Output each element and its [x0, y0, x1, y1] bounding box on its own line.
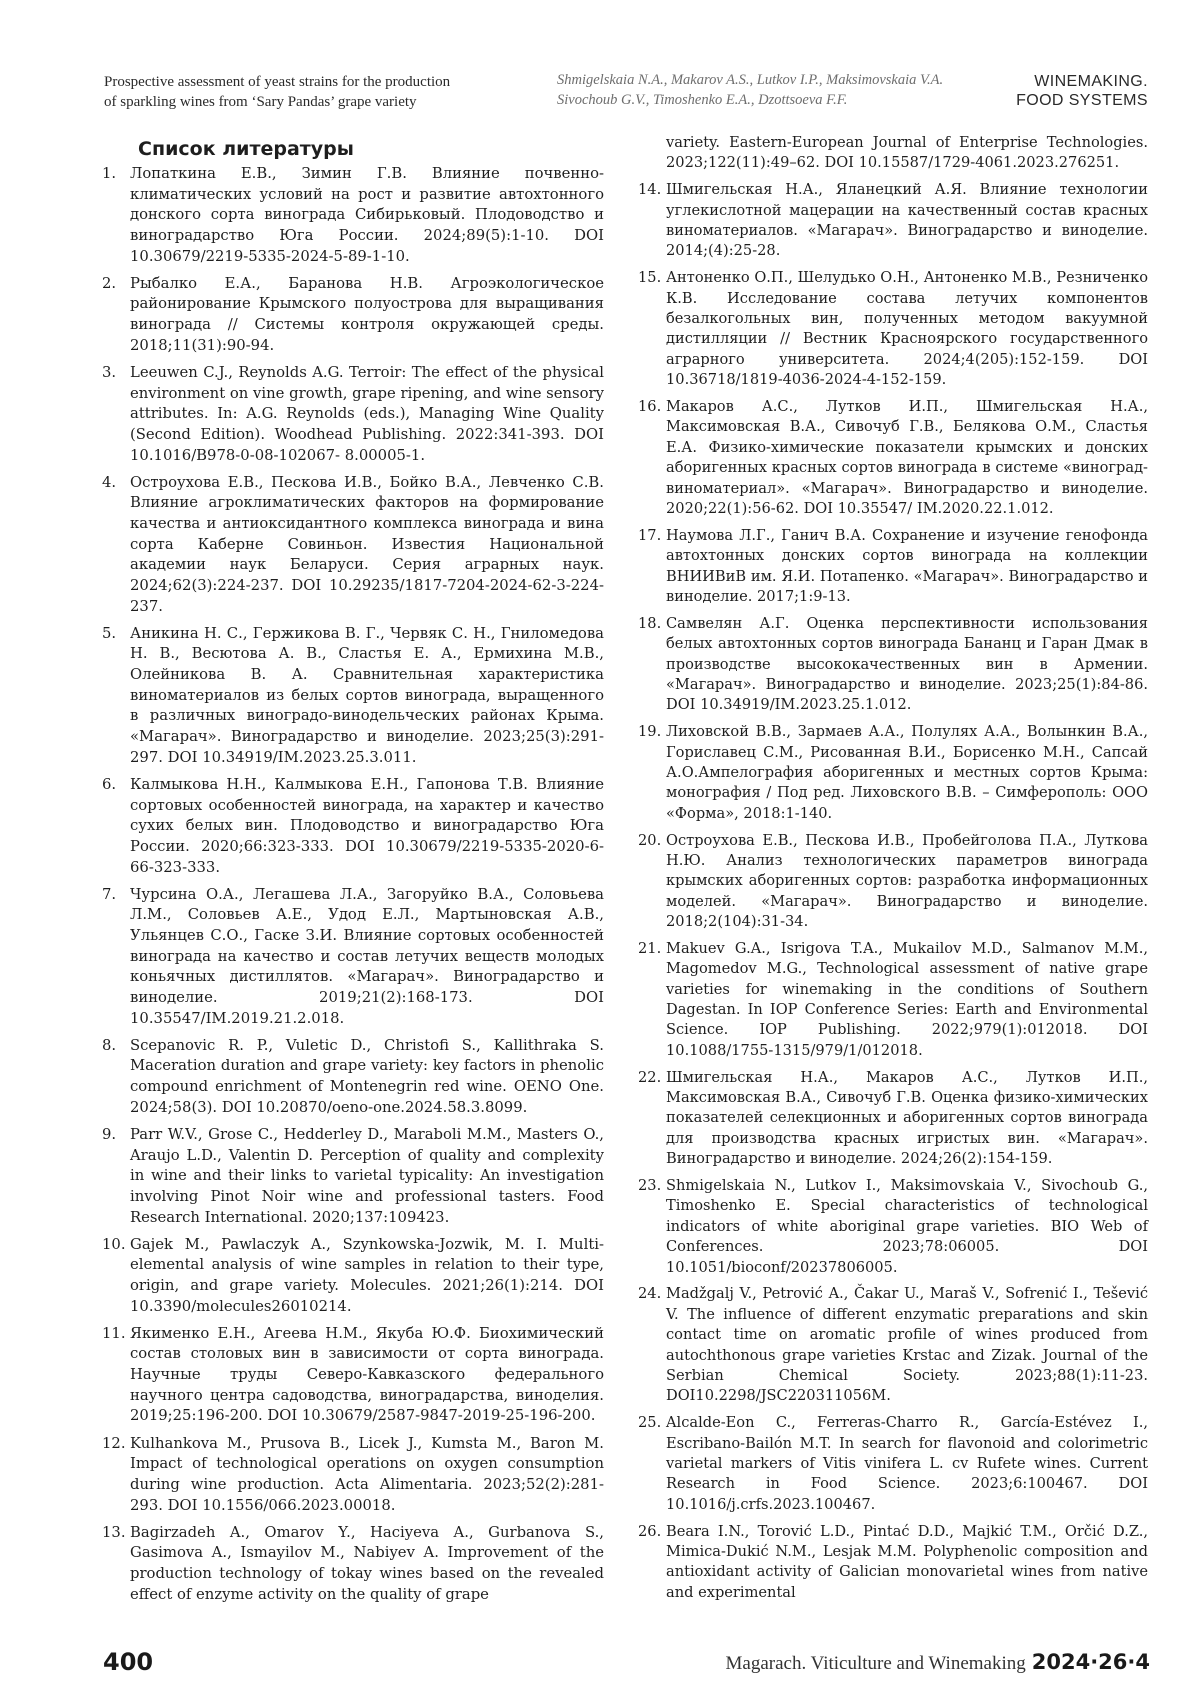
reference-text: Остроухова Е.В., Пескова И.В., Бойко В.А., Левченко С.В. Влияние агроклиматических факторов на формирование качества и антиоксидантного комплекса винограда и вина сорта Каберне Совиньон. Известия Национальной академии наук Беларуси. Серия аграрных наук. 2024;62(3):224-237. DOI 10.29235/1817-7204-2024-62-3-224-237.	[130, 473, 604, 615]
reference-13-continuation: variety. Eastern-European Journal of Enterprise Technologies. 2023;122(11):49–62. DOI 10.15587/1729-4061.2023.276251.	[666, 134, 1148, 172]
reference-text: Alcalde-Eon C., Ferreras-Charro R., García-Estévez I., Escribano-Bailón M.T. In search for flavonoid and colorimetric varietal markers of Vitis vinifera L. cv Rufete wines. Current Research in Food Science. 2023;6:100467. DOI 10.1016/j.crfs.2023.100467.	[666, 1414, 1148, 1513]
reference-text: Scepanovic R. P., Vuletic D., Christofi S., Kallithraka S. Maceration duration and grape variety: key factors in phenolic compound enrichment of Montenegrin red wine. OENO One. 2024;58(3). DOI 10.20870/oeno-one.2024.58.3.8099.	[130, 1036, 604, 1116]
reference-number: 17.	[638, 526, 662, 544]
reference-text: Макаров А.С., Лутков И.П., Шмигельская Н.А., Максимовская В.А., Сивочуб Г.В., Белякова О.М., Сластья Е.А. Физико-химические показатели крымских и донских аборигенных красных сортов винограда в системе «виноград-виноматериал». «Магарач». Виноградарство и виноделие. 2020;22(1):56-62. DOI 10.35547/ IM.2020.22.1.012.	[666, 398, 1148, 517]
reference-number: 18.	[638, 614, 662, 632]
reference-text: Калмыкова Н.Н., Калмыкова Е.Н., Гапонова Т.В. Влияние сортовых особенностей винограда, на характер и качество сухих белых вин. Плодоводство и виноградарство Юга России. 2020;66:323-333. DOI 10.30679/2219-5335-2020-6-66-323-333.	[130, 775, 604, 876]
reference-text: Рыбалко Е.А., Баранова Н.В. Агроэкологическое районирование Крымского полуострова для выращивания винограда // Системы контроля окружающей среды. 2018;11(31):90-94.	[130, 274, 604, 354]
reference-text: Shmigelskaia N., Lutkov I., Maksimovskaia V., Sivochoub G., Timoshenko E. Special characteristics of technological indicators of white aboriginal grape varieties. BIO Web of Conferences. 2023;78:06005. DOI 10.1051/bioconf/20237806005.	[666, 1177, 1148, 1276]
section-label-line-1: WINEMAKING.	[1034, 73, 1148, 90]
reference-text: Наумова Л.Г., Ганич В.А. Сохранение и изучение генофонда автохтонных донских сортов винограда на коллекции ВНИИВиВ им. Я.И. Потапенко. «Магарач». Виноградарство и виноделие. 2017;1:9-13.	[666, 526, 1148, 605]
reference-text: Parr W.V., Grose C., Hedderley D., Maraboli M.M., Masters O., Araujo L.D., Valentin D. Perception of quality and complexity in wine and their links to varietal typicality: An investigation involving Pinot Noir wine and professional tasters. Food Research International. 2020;137:109423.	[130, 1125, 604, 1226]
reference-item	[634, 831, 1148, 933]
reference-number: 8.	[102, 1036, 117, 1054]
reference-text: Остроухова Е.В., Пескова И.В., Пробейголова П.А., Луткова Н.Ю. Анализ технологических параметров винограда крымских аборигенных сортов: разработка информационных моделей. «Магарач». Виноградарство и виноделие. 2018;2(104):31-34.	[666, 831, 1148, 930]
reference-text: Bagirzadeh A., Omarov Y., Haciyeva A., Gurbanova S., Gasimova A., Ismayilov M., Nabiyev A. Improvement of the production technology of tokay wines based on the revealed effect of enzyme activity on the quality of grape	[130, 1523, 604, 1603]
running-authors	[557, 70, 944, 110]
reference-item	[98, 1125, 604, 1228]
reference-text: Лопаткина Е.В., Зимин Г.В. Влияние почвенно-климатических условий на рост и развитие автохтонного донского сорта винограда Сибирьковый. Плодоводство и виноградарство Юга России. 2024;89(5):1-10. DOI 10.30679/2219-5335-2024-5-89-1-10.	[130, 165, 604, 265]
reference-number: 16.	[638, 398, 662, 415]
reference-number: 6.	[102, 775, 117, 793]
journal-footer	[726, 1650, 1151, 1675]
reference-item	[634, 397, 1148, 519]
section-label	[1016, 72, 1148, 110]
reference-item	[98, 885, 604, 1030]
reference-item	[98, 363, 604, 466]
reference-item	[634, 939, 1148, 1061]
reference-text: Лиховской В.В., Зармаев А.А., Полулях А.А., Волынкин В.А., Гориславец С.М., Рисованная В.И., Борисенко М.Н., Сапсай А.О.Ампелография аборигенных и местных сортов Крыма: монография / Под ред. Лиховского В.В. – Симферополь: ООО «Форма», 2018:1-140.	[666, 723, 1148, 822]
references-list-right	[634, 180, 1148, 1603]
reference-text: Якименко Е.Н., Агеева Н.М., Якуба Ю.Ф. Биохимический состав столовых вин в зависимости от сорта винограда. Научные труды Северо-Кавказского федерального научного центра садоводства, виноградарства, виноделия. 2019;25:196-200. DOI 10.30679/2587-9847-2019-25-196-200.	[130, 1324, 604, 1425]
reference-number: 12.	[102, 1434, 126, 1452]
reference-number: 21.	[638, 939, 662, 957]
reference-item	[634, 1068, 1148, 1170]
journal-name: Magarach. Viticulture and Winemaking	[725, 1653, 1026, 1674]
journal-issue: 2024·26·4	[1031, 1650, 1150, 1674]
reference-number: 15.	[638, 269, 662, 287]
reference-number: 4.	[102, 473, 117, 491]
reference-text: Madžgalj V., Petrović A., Čakar U., Maraš V., Sofrenić I., Tešević V. The influence of different enzymatic preparations and skin contact time on aromatic profile of wines produced from autochthonous grape varieties Krstac and Zizak. Journal of the Serbian Chemical Society. 2023;88(1):11-23. DOI10.2298/JSC220311056M.	[666, 1285, 1148, 1405]
reference-item	[98, 164, 604, 267]
reference-item	[98, 1235, 604, 1318]
reference-number: 22.	[638, 1068, 662, 1086]
reference-number: 10.	[102, 1235, 126, 1253]
reference-number: 26.	[638, 1522, 662, 1540]
reference-item	[98, 274, 604, 357]
reference-item	[98, 1434, 604, 1517]
reference-number: 1.	[102, 165, 117, 182]
reference-number: 9.	[102, 1125, 117, 1143]
running-title-line-2: of sparkling wines from ‘Sary Pandas’ grape variety	[104, 94, 417, 110]
reference-number: 25.	[638, 1414, 662, 1432]
reference-number: 14.	[638, 181, 662, 199]
reference-text: Аникина Н. С., Гержикова В. Г., Червяк С. Н., Гниломедова Н. В., Весютова А. В., Сластья Е. А., Ермихина М.В., Олейникова В. А. Сравнительная характеристика виноматериалов из белых сортов винограда, выращенного в различных виноградо-винодельческих районах Крыма. «Магарач». Виноградарство и виноделие. 2023;25(3):291-297. DOI 10.34919/IM.2023.25.3.011.	[130, 624, 604, 766]
reference-number: 13.	[102, 1523, 126, 1541]
reference-text: Leeuwen C.J., Reynolds A.G. Terroir: The effect of the physical environment on vine growth, grape ripening, and wine sensory attributes. In: A.G. Reynolds (eds.), Managing Wine Quality (Second Edition). Woodhead Publishing. 2022:341-393. DOI 10.1016/B978-0-08-102067- 8.00005-1.	[130, 363, 604, 464]
running-title-line-1: Prospective assessment of yeast strains for the production	[104, 74, 451, 90]
left-column	[98, 132, 604, 1612]
reference-item	[634, 268, 1148, 390]
references-list-left	[98, 164, 604, 1605]
reference-item	[98, 473, 604, 618]
reference-text: Beara I.N., Torović L.D., Pintać D.D., Majkić T.M., Orčić D.Z., Mimica-Dukić N.M., Lesjak M.M. Polyphenolic composition and antioxidant activity of Galician monovarietal wines from native and experimental	[666, 1522, 1148, 1601]
reference-item	[98, 1523, 604, 1606]
reference-item	[98, 624, 604, 769]
references-heading: Список литературы	[138, 138, 354, 160]
right-column	[634, 133, 1148, 1610]
reference-number: 19.	[638, 723, 662, 741]
reference-text: Gajek M., Pawlaczyk A., Szynkowska-Jozwik, M. I. Multi-elemental analysis of wine samples in relation to their type, origin, and grape variety. Molecules. 2021;26(1):214. DOI 10.3390/molecules26010214.	[130, 1235, 604, 1315]
reference-number: 5.	[102, 624, 117, 642]
reference-text: Шмигельская Н.А., Яланецкий А.Я. Влияние технологии углекислотной мацерации на качественный состав красных виноматериалов. «Магарач». Виноградарство и виноделие. 2014;(4):25-28.	[666, 181, 1148, 260]
reference-item	[634, 1413, 1148, 1515]
reference-item	[634, 1522, 1148, 1604]
reference-item	[634, 614, 1148, 716]
reference-item	[98, 775, 604, 878]
reference-item	[634, 722, 1148, 824]
reference-number: 7.	[102, 885, 117, 903]
reference-item	[634, 526, 1148, 608]
reference-text: Самвелян А.Г. Оценка перспективности использования белых автохтонных сортов винограда Бананц и Гаран Дмак в производстве высококачественных вин в Армении. «Магарач». Виноградарство и виноделие. 2023;25(1):84-86. DOI 10.34919/IM.2023.25.1.012.	[666, 614, 1148, 714]
reference-number: 3.	[102, 363, 117, 381]
reference-item	[98, 1324, 604, 1427]
reference-text: Антоненко О.П., Шелудько О.Н., Антоненко М.В., Резниченко К.В. Исследование состава летучих компонентов безалкогольных вин, полученных методом вакуумной дистилляции // Вестник Красноярского государственного аграрного университета. 2024;4(205):152-159. DOI 10.36718/1819-4036-2024-4-152-159.	[666, 269, 1148, 389]
reference-number: 24.	[638, 1285, 662, 1303]
reference-number: 11.	[102, 1324, 126, 1342]
reference-item	[98, 1036, 604, 1119]
reference-number: 20.	[638, 831, 662, 849]
reference-item	[634, 1176, 1148, 1278]
page-number: 400	[103, 1648, 154, 1676]
reference-text: Makuev G.A., Isrigova T.A., Mukailov M.D., Salmanov M.M., Magomedov M.G., Technological assessment of native grape varieties for winemaking in the conditions of Southern Dagestan. In IOP Conference Series: Earth and Environmental Science. IOP Publishing. 2022;979(1):012018. DOI 10.1088/1755-1315/979/1/012018.	[666, 939, 1148, 1059]
reference-number: 23.	[638, 1177, 662, 1194]
reference-text: Чурсина О.А., Легашева Л.А., Загоруйко В.А., Соловьева Л.М., Соловьев А.Е., Удод Е.Л., Мартыновская А.В., Ульянцев С.О., Гаске З.И. Влияние сортовых особенностей винограда на качество и состав летучих веществ молодых коньячных дистиллятов. «Магарач». Виноградарство и виноделие. 2019;21(2):168-173. DOI 10.35547/IM.2019.21.2.018.	[130, 885, 604, 1027]
section-label-line-2: FOOD SYSTEMS	[1016, 92, 1148, 109]
reference-text: Шмигельская Н.А., Макаров А.С., Лутков И.П., Максимовская В.А., Сивочуб Г.В. Оценка физико-химических показателей селекционных и аборигенных сортов винограда для производства красных игристых вин. «Магарач». Виноградарство и виноделие. 2024;26(2):154-159.	[666, 1068, 1148, 1168]
running-title	[104, 72, 504, 112]
reference-text: Kulhankova M., Prusova B., Licek J., Kumsta M., Baron M. Impact of technological operations on oxygen consumption during wine production. Acta Alimentaria. 2023;52(2):281-293. DOI 10.1556/066.2023.00018.	[130, 1434, 604, 1514]
reference-number: 2.	[102, 274, 117, 292]
running-authors-line-2: Sivochoub G.V., Timoshenko E.A., Dzottsoeva F.F.	[557, 92, 848, 108]
running-authors-line-1: Shmigelskaia N.A., Makarov A.S., Lutkov I.P., Maksimovskaia V.A.	[557, 72, 944, 88]
reference-item	[634, 180, 1148, 262]
reference-item	[634, 1284, 1148, 1406]
